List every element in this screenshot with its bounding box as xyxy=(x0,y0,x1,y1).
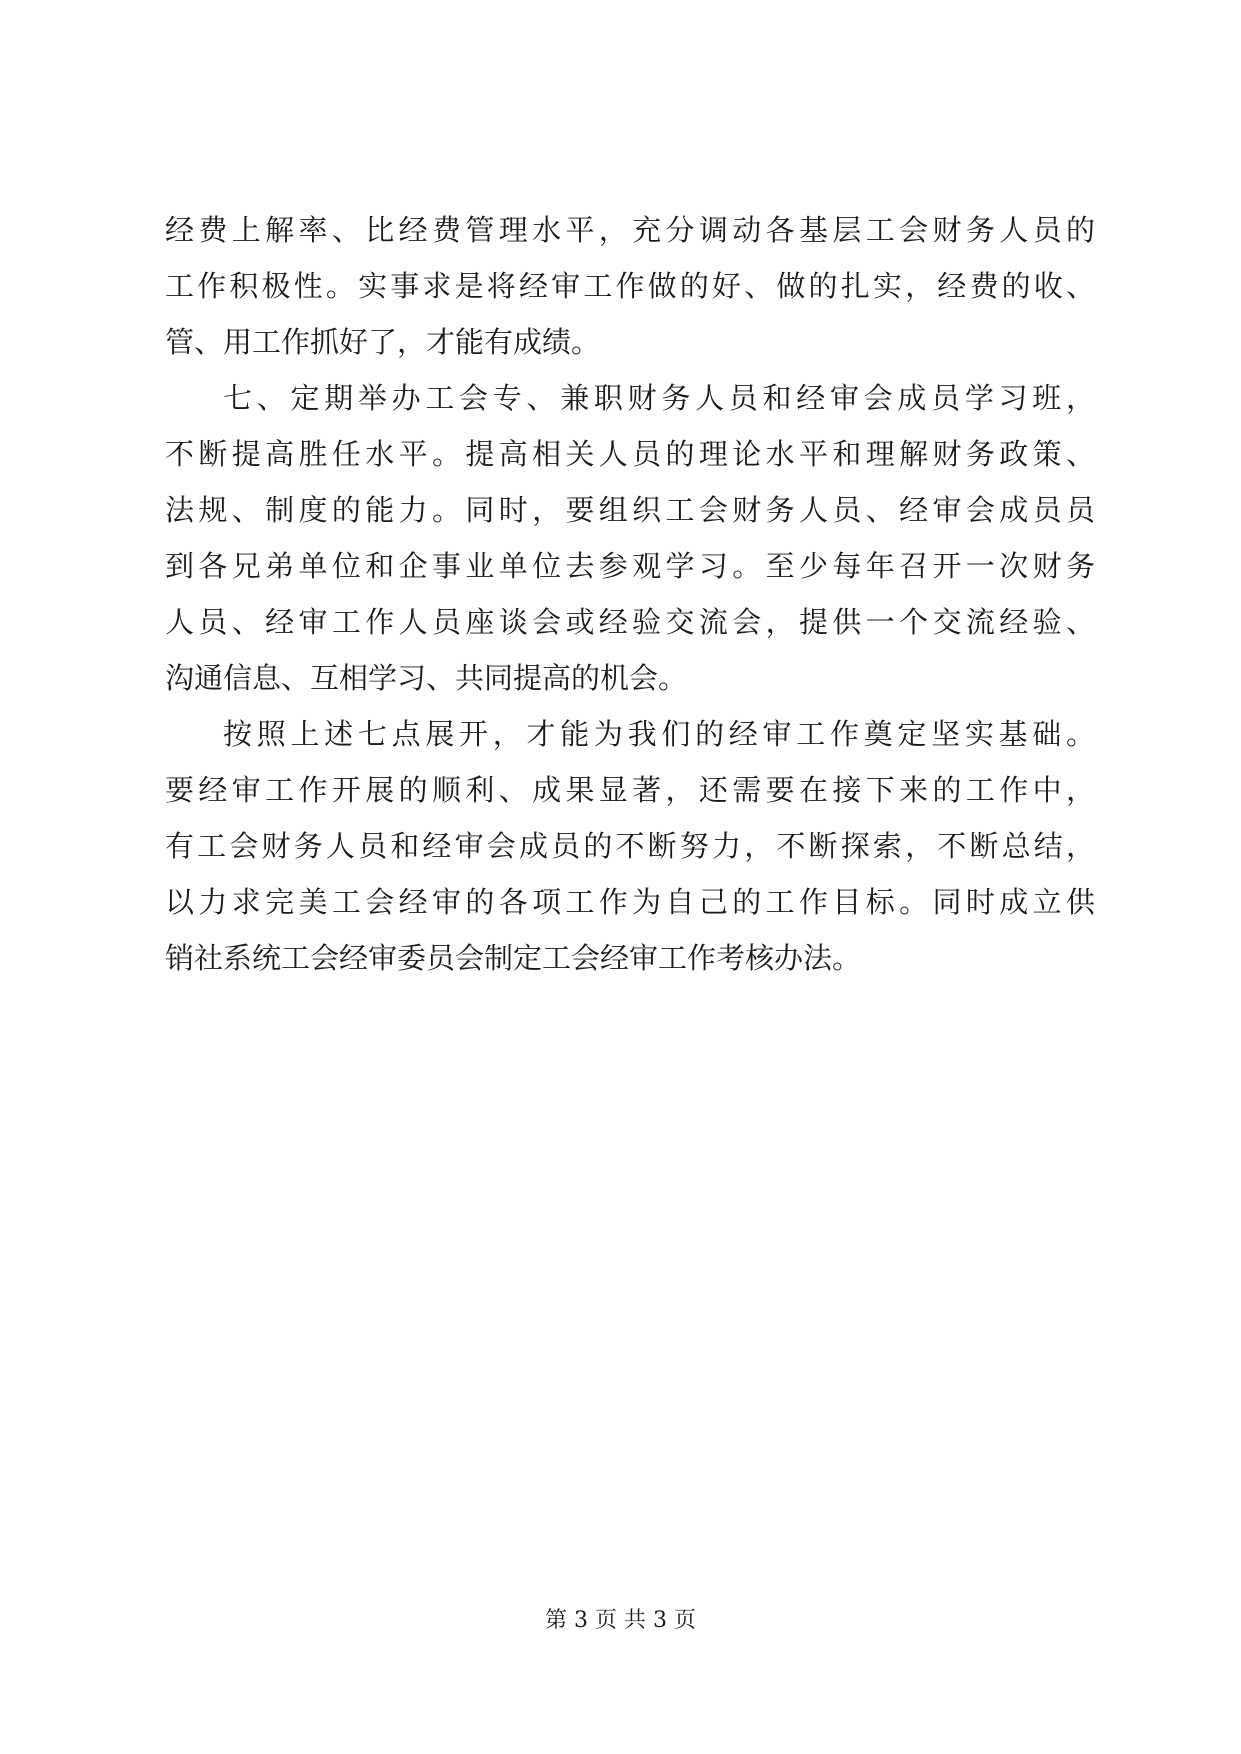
text-line: 七、定期举办工会专、兼职财务人员和经审会成员学习班， xyxy=(223,381,1095,415)
text-line: 销社系统工会经审委员会制定工会经审工作考核办法。 xyxy=(165,941,862,975)
text-line: 管、用工作抓好了，才能有成绩。 xyxy=(165,325,601,359)
text-line: 有工会财务人员和经审会成员的不断努力，不断探索，不断总结， xyxy=(165,829,1095,863)
text-line: 到各兄弟单位和企事业单位去参观学习。至少每年召开一次财务 xyxy=(165,549,1095,583)
text-line: 不断提高胜任水平。提高相关人员的理论水平和理解财务政策、 xyxy=(165,437,1095,471)
text-line: 经费上解率、比经费管理水平，充分调动各基层工会财务人员的 xyxy=(165,213,1095,247)
text-line: 按照上述七点展开，才能为我们的经审工作奠定坚实基础。 xyxy=(223,717,1095,751)
text-line: 法规、制度的能力。同时，要组织工会财务人员、经审会成员员 xyxy=(165,493,1095,527)
text-line: 人员、经审工作人员座谈会或经验交流会，提供一个交流经验、 xyxy=(165,605,1095,639)
page-number-footer: 第 3 页 共 3 页 xyxy=(545,1608,696,1633)
text-line: 以力求完美工会经审的各项工作为自己的工作目标。同时成立供 xyxy=(165,885,1095,919)
text-line: 沟通信息、互相学习、共同提高的机会。 xyxy=(165,661,688,695)
text-line: 要经审工作开展的顺利、成果显著，还需要在接下来的工作中， xyxy=(165,773,1095,807)
text-line: 工作积极性。实事求是将经审工作做的好、做的扎实，经费的收、 xyxy=(165,269,1095,303)
